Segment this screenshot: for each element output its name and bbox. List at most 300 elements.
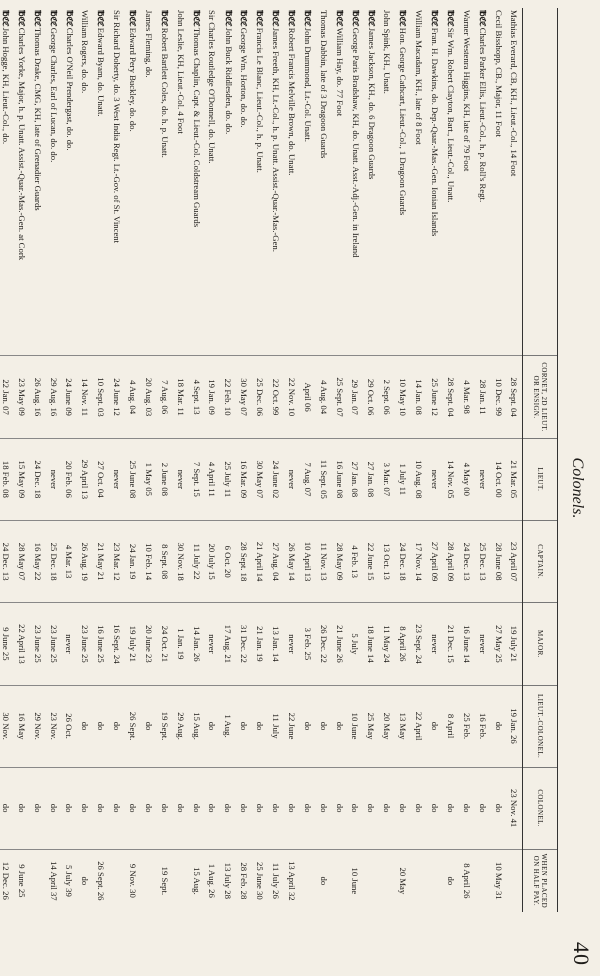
officer-name: John Leslie, KH, Lieut.-Col. 4 Foot xyxy=(175,10,186,134)
table-row xyxy=(93,8,109,912)
lieut-date: 7 Aug. 07 xyxy=(300,438,316,520)
header-lieut-colonel: LIEUT.-COLONEL. xyxy=(523,685,558,767)
cornet-date: 28 Sept. 04 xyxy=(506,356,522,438)
lieut-date: 16 Mar. 09 xyxy=(236,438,252,520)
table-row xyxy=(300,8,316,912)
cornet-date: 24 June 09 xyxy=(61,356,77,438)
lieut-date: 25 June 08 xyxy=(125,438,141,520)
half-pay-date xyxy=(141,849,157,912)
cornet-date: April 06 xyxy=(300,356,316,438)
table-row xyxy=(474,8,490,912)
captain-date: 21 May 21 xyxy=(93,520,109,602)
table-row xyxy=(443,8,459,912)
major-date: 14 Jan. 26 xyxy=(188,603,204,685)
captain-date: 24 Dec. 13 xyxy=(458,520,474,602)
colonel-date: do xyxy=(284,767,300,849)
colonel-date: do xyxy=(93,767,109,849)
colonel-date: do xyxy=(347,767,363,849)
lieut-colonel-date: do xyxy=(93,685,109,767)
major-date: 31 Dec. 22 xyxy=(236,603,252,685)
table-row xyxy=(490,8,506,912)
half-pay-date xyxy=(29,849,45,912)
war-service-mark: ℔ ℭℭ xyxy=(477,10,487,26)
header-name xyxy=(523,8,558,356)
major-date: 21 Jan. 19 xyxy=(252,603,268,685)
cornet-date: 22 Feb. 10 xyxy=(220,356,236,438)
officer-name-cell xyxy=(458,8,474,356)
war-service-mark: ℔ ℭℭ xyxy=(430,10,440,26)
lieut-date: 15 May 09 xyxy=(14,438,30,520)
captain-date: 27 April 09 xyxy=(427,520,443,602)
officer-name-cell xyxy=(45,8,61,356)
officer-name: Cecil Bisshopp, CB., Major, 11 Foot xyxy=(493,10,504,137)
lieut-date: 4 May 00 xyxy=(458,438,474,520)
captain-date: 28 June 08 xyxy=(490,520,506,602)
officer-name-cell xyxy=(157,8,173,356)
lieut-colonel-date: 16 May xyxy=(14,685,30,767)
major-date: never xyxy=(204,603,220,685)
officer-name: John Hogge, KH, Lieut.-Col., do. xyxy=(1,27,12,145)
lieut-colonel-date: 19 Sept. xyxy=(157,685,173,767)
officer-name-cell xyxy=(125,8,141,356)
cornet-date: 29 Oct. 06 xyxy=(363,356,379,438)
cornet-date: 7 Aug. 06 xyxy=(157,356,173,438)
officer-name-cell xyxy=(109,8,125,356)
cornet-date: 24 June 12 xyxy=(109,356,125,438)
colonel-date: do xyxy=(443,767,459,849)
war-service-mark: ℔ ℭℭ xyxy=(48,10,58,26)
lieut-date: never xyxy=(427,438,443,520)
cornet-date: 20 Aug. 03 xyxy=(141,356,157,438)
captain-date: 23 April 07 xyxy=(506,520,522,602)
war-service-mark: ℔ ℭℭ xyxy=(255,10,265,26)
lieut-colonel-date: do xyxy=(490,685,506,767)
cornet-date: 10 May 10 xyxy=(395,356,411,438)
cornet-date: 26 Aug. 16 xyxy=(29,356,45,438)
captain-date: 17 Nov. 14 xyxy=(411,520,427,602)
officer-name: Charles O'Neil Prendergast, do. do. xyxy=(64,27,75,151)
lieut-colonel-date: do xyxy=(204,685,220,767)
captain-date: 10 Feb. 14 xyxy=(141,520,157,602)
lieut-date: never xyxy=(172,438,188,520)
colonel-date: do xyxy=(236,767,252,849)
lieut-colonel-date: do xyxy=(236,685,252,767)
war-service-mark: ℔ ℭℭ xyxy=(32,10,42,26)
war-service-mark: ℔ ℭℭ xyxy=(223,10,233,26)
officer-name: Edward Pery Buckley, do. do. xyxy=(128,27,139,132)
lieut-colonel-date: 11 July xyxy=(268,685,284,767)
header-major: MAJOR. xyxy=(523,603,558,685)
table-row xyxy=(252,8,268,912)
lieut-colonel-date: 1 Aug. xyxy=(220,685,236,767)
officer-name-cell xyxy=(141,8,157,356)
cornet-date: 29 Aug. 16 xyxy=(45,356,61,438)
officer-name-cell xyxy=(77,8,93,356)
lieut-date: 27 Jan. 08 xyxy=(363,438,379,520)
cornet-date: 30 May 07 xyxy=(236,356,252,438)
lieut-date: 20 Feb. 06 xyxy=(61,438,77,520)
major-date: 18 June 14 xyxy=(363,603,379,685)
lieut-date: 18 Feb. 08 xyxy=(0,438,14,520)
captain-date: 8 Sept. 08 xyxy=(157,520,173,602)
major-date: 23 June 25 xyxy=(29,603,45,685)
lieut-colonel-date: 16 Feb. xyxy=(474,685,490,767)
officer-name: Sir Richard Doherty, do. 3 West India Regt. Lt.-Gov. of St. Vincent xyxy=(112,10,123,244)
major-date: 16 Sept. 24 xyxy=(109,603,125,685)
table-row xyxy=(141,8,157,912)
cornet-date: 10 Dec. 99 xyxy=(490,356,506,438)
half-pay-date: 13 April 32 xyxy=(284,849,300,912)
major-date: 24 Oct. 21 xyxy=(157,603,173,685)
table-row xyxy=(395,8,411,912)
half-pay-date: 14 April 37 xyxy=(45,849,61,912)
captain-date: 30 Nov. 18 xyxy=(172,520,188,602)
table-row xyxy=(506,8,522,912)
page-number: 40 xyxy=(569,942,594,966)
half-pay-date xyxy=(379,849,395,912)
lieut-colonel-date: 29 Nov. xyxy=(29,685,45,767)
captain-date: 28 Sept. 18 xyxy=(236,520,252,602)
officer-name: Thomas Dabbin, late of 3 Dragoon Guards xyxy=(318,10,329,159)
cornet-date: 14 Jan. 08 xyxy=(411,356,427,438)
colonel-date: do xyxy=(109,767,125,849)
lieut-date: 10 Aug. 08 xyxy=(411,438,427,520)
colonel-date: do xyxy=(157,767,173,849)
colonel-date: do xyxy=(363,767,379,849)
officer-name-cell xyxy=(427,8,443,356)
lieut-colonel-date: 15 Aug. xyxy=(188,685,204,767)
major-date: never xyxy=(284,603,300,685)
header-lieut: LIEUT. xyxy=(523,438,558,520)
war-service-mark: ℔ ℭℭ xyxy=(1,10,11,26)
colonel-date: do xyxy=(220,767,236,849)
officer-name-cell xyxy=(236,8,252,356)
officer-name: Robert Bartlett Coles, do. h. p. Unatt. xyxy=(159,27,170,158)
table-row xyxy=(268,8,284,912)
cornet-date: 22 Nov. 10 xyxy=(284,356,300,438)
colonel-date: do xyxy=(252,767,268,849)
colonel-date: do xyxy=(331,767,347,849)
officer-name: Robert Francis Melville Brown, do. Unatt. xyxy=(287,27,298,176)
lieut-colonel-date: 8 April xyxy=(443,685,459,767)
officer-name: Charles Parker Ellis, Lieut.-Col., h. p. Roll's Regt. xyxy=(477,27,488,203)
war-service-mark: ℔ ℭℭ xyxy=(366,10,376,26)
officer-name-cell xyxy=(0,8,14,356)
table-row xyxy=(236,8,252,912)
cornet-date: 2 Sept. 06 xyxy=(379,356,395,438)
captain-date: 27 Aug. 04 xyxy=(268,520,284,602)
half-pay-date: 10 June xyxy=(347,849,363,912)
lieut-colonel-date: 23 Nov. xyxy=(45,685,61,767)
lieut-colonel-date: do xyxy=(77,685,93,767)
officer-name-cell xyxy=(14,8,30,356)
half-pay-date: 5 July 39 xyxy=(61,849,77,912)
captain-date: 10 April 13 xyxy=(300,520,316,602)
colonel-date: do xyxy=(300,767,316,849)
war-service-mark: ℔ ℭℭ xyxy=(334,10,344,26)
half-pay-date: 9 Nov. 30 xyxy=(125,849,141,912)
captain-date: 11 Nov. 13 xyxy=(315,520,331,602)
lieut-date: 27 Jan. 08 xyxy=(347,438,363,520)
colonel-date: do xyxy=(490,767,506,849)
colonel-date: do xyxy=(29,767,45,849)
war-service-mark: ℔ ℭℭ xyxy=(64,10,74,26)
table-row xyxy=(14,8,30,912)
colonel-date: do xyxy=(14,767,30,849)
captain-date: 22 June 15 xyxy=(363,520,379,602)
colonel-date: do xyxy=(474,767,490,849)
major-date: 5 July xyxy=(347,603,363,685)
half-pay-date: 8 April 26 xyxy=(458,849,474,912)
colonel-date: do xyxy=(0,767,14,849)
captain-date: 26 Aug. 19 xyxy=(77,520,93,602)
captain-date: 28 May 09 xyxy=(331,520,347,602)
lieut-date: never xyxy=(45,438,61,520)
officer-name-cell xyxy=(363,8,379,356)
colonel-date: do xyxy=(61,767,77,849)
half-pay-date: 13 July 28 xyxy=(220,849,236,912)
table-row xyxy=(61,8,77,912)
lieut-colonel-date: do xyxy=(252,685,268,767)
officer-name: John Drummond, Lt.-Col. Unatt. xyxy=(302,27,313,142)
officer-name: Mathias Everard, CB, KH., Lieut.-Col., 14 Foot xyxy=(509,10,520,177)
cornet-date: 28 Jan. 11 xyxy=(474,356,490,438)
officer-name: Thomas Chaplin, Capt. & Lieut.-Col. Coldstream Guards xyxy=(191,27,202,228)
lieut-date: never xyxy=(474,438,490,520)
colonel-date: do xyxy=(204,767,220,849)
colonel-date: do xyxy=(427,767,443,849)
half-pay-date: 9 June 25 xyxy=(14,849,30,912)
lieut-date: 24 Dec. 18 xyxy=(29,438,45,520)
half-pay-date: 26 Sept. 26 xyxy=(93,849,109,912)
colonel-date: do xyxy=(172,767,188,849)
captain-date: 25 Dec. 13 xyxy=(474,520,490,602)
table-row xyxy=(45,8,61,912)
half-pay-date: 20 May xyxy=(395,849,411,912)
officer-name-cell xyxy=(443,8,459,356)
officer-name-cell xyxy=(506,8,522,356)
lieut-colonel-date: 25 Feb. xyxy=(458,685,474,767)
table-row xyxy=(315,8,331,912)
war-service-mark: ℔ ℭℭ xyxy=(128,10,138,26)
war-service-mark: ℔ ℭℭ xyxy=(446,10,455,26)
colonel-date: do xyxy=(268,767,284,849)
lieut-date: 2 June 08 xyxy=(157,438,173,520)
table-row xyxy=(157,8,173,912)
half-pay-date xyxy=(427,849,443,912)
half-pay-date: 1 Aug. 26 xyxy=(204,849,220,912)
captain-date: 25 Dec. 18 xyxy=(45,520,61,602)
cornet-date: 4 Aug. 04 xyxy=(125,356,141,438)
captain-date: 4 Mar. 13 xyxy=(61,520,77,602)
major-date: 23 June 25 xyxy=(45,603,61,685)
lieut-colonel-date: 10 June xyxy=(347,685,363,767)
war-service-mark: ℔ ℭℭ xyxy=(398,10,408,26)
colonel-date: do xyxy=(395,767,411,849)
lieut-colonel-date: 25 May xyxy=(363,685,379,767)
officer-name-cell xyxy=(474,8,490,356)
officer-name: Sir Wm. Robert Clayton, Bart., Lieut.-Col., Unatt. xyxy=(446,27,456,203)
table-row xyxy=(0,8,14,912)
header-half-pay: WHEN PLACED ON HALF PAY. xyxy=(523,849,558,912)
officer-name-cell xyxy=(204,8,220,356)
half-pay-date: 12 Dec. 26 xyxy=(0,849,14,912)
table-row xyxy=(284,8,300,912)
table-row xyxy=(188,8,204,912)
major-date: 1 Jan. 19 xyxy=(172,603,188,685)
officer-name-cell xyxy=(172,8,188,356)
colonel-date: do xyxy=(45,767,61,849)
officer-name-cell xyxy=(29,8,45,356)
major-date: 16 June 14 xyxy=(458,603,474,685)
major-date: 21 June 26 xyxy=(331,603,347,685)
captain-date: 16 May 22 xyxy=(29,520,45,602)
half-pay-date: 25 June 30 xyxy=(252,849,268,912)
major-date: never xyxy=(61,603,77,685)
war-service-mark: ℔ ℭℭ xyxy=(287,10,297,26)
major-date: 27 May 25 xyxy=(490,603,506,685)
page-title: Colonels. xyxy=(569,457,586,519)
table-header xyxy=(523,8,558,912)
captain-date: 28 May 07 xyxy=(14,520,30,602)
officer-name-cell xyxy=(252,8,268,356)
colonel-date: do xyxy=(77,767,93,849)
cornet-date: 22 Oct. 99 xyxy=(268,356,284,438)
half-pay-date xyxy=(474,849,490,912)
colonel-date: do xyxy=(379,767,395,849)
officer-name: William Hay, do. 77 Foot xyxy=(334,27,345,117)
lieut-date: 21 Mar. 05 xyxy=(506,438,522,520)
table-body xyxy=(0,8,523,912)
officer-name: Fran. H. Dawkins, do. Dep.-Quar.-Mas.-Gen. Ionian Islands xyxy=(430,27,441,237)
lieut-colonel-date: 13 May xyxy=(395,685,411,767)
major-date: 23 Sept. 24 xyxy=(411,603,427,685)
half-pay-date xyxy=(331,849,347,912)
colonel-date: do xyxy=(125,767,141,849)
officer-name: James Fleming, do. xyxy=(143,10,154,78)
lieut-colonel-date: 26 Sept. xyxy=(125,685,141,767)
major-date: 19 July 21 xyxy=(125,603,141,685)
officer-name: Charles Yorke, Major, h. p. Unatt. Assist.-Quar.-Mas.-Gen. at Cork xyxy=(16,27,27,261)
half-pay-date: 10 May 31 xyxy=(490,849,506,912)
major-date: 3 Feb. 25 xyxy=(300,603,316,685)
war-service-mark: ℔ ℭℭ xyxy=(16,10,26,26)
captain-date: 20 July 15 xyxy=(204,520,220,602)
cornet-date: 25 Sept. 07 xyxy=(331,356,347,438)
half-pay-date xyxy=(411,849,427,912)
officer-name: George Charles, Earl of Lucan, do. do. xyxy=(48,27,59,163)
cornet-date: 22 Jan. 07 xyxy=(0,356,14,438)
officer-name: Francis Le Blanc, Lieut.-Col., h. p. Unatt. xyxy=(255,27,266,173)
table-row xyxy=(458,8,474,912)
lieut-colonel-date: do xyxy=(427,685,443,767)
colonel-date: 23 Nov. 41 xyxy=(506,767,522,849)
officer-name-cell xyxy=(315,8,331,356)
war-service-mark: ℔ ℭℭ xyxy=(350,10,360,26)
officer-name: Warner Westenra Higgins, KH, late of 79 Foot xyxy=(461,10,472,172)
lieut-colonel-date: 30 Nov. xyxy=(0,685,14,767)
lieut-date: 24 June 02 xyxy=(268,438,284,520)
officer-name-cell xyxy=(300,8,316,356)
captain-date: 6 Oct. 20 xyxy=(220,520,236,602)
major-date: 16 June 25 xyxy=(93,603,109,685)
officer-name-cell xyxy=(395,8,411,356)
captain-date: 11 July 22 xyxy=(188,520,204,602)
half-pay-date: 19 Sept. xyxy=(157,849,173,912)
table-row xyxy=(379,8,395,912)
officer-name: Hon. George Cathcart, Lieut.-Col., 1 Dragoon Guards xyxy=(398,27,409,216)
table-row xyxy=(77,8,93,912)
lieut-colonel-date: 26 Oct. xyxy=(61,685,77,767)
cornet-date: 4 Sept. 13 xyxy=(188,356,204,438)
header-captain: CAPTAIN. xyxy=(523,520,558,602)
officer-name-cell xyxy=(490,8,506,356)
war-service-mark: ℔ ℭℭ xyxy=(302,10,312,26)
lieut-date: 11 Sept. 05 xyxy=(315,438,331,520)
officer-name-cell xyxy=(331,8,347,356)
major-date: 17 Aug. 21 xyxy=(220,603,236,685)
half-pay-date xyxy=(172,849,188,912)
cornet-date: 28 Sept. 04 xyxy=(443,356,459,438)
lieut-date: 1 July 11 xyxy=(395,438,411,520)
war-service-mark: ℔ ℭℭ xyxy=(96,10,106,26)
table-row xyxy=(109,8,125,912)
lieut-colonel-date: 20 May xyxy=(379,685,395,767)
colonel-date: do xyxy=(315,767,331,849)
lieut-date: never xyxy=(109,438,125,520)
captain-date: 24 Dec. 18 xyxy=(395,520,411,602)
header-cornet: CORNET, 2D LIEUT. OR ENSIGN. xyxy=(523,356,558,438)
lieut-date: 14 Oct. 00 xyxy=(490,438,506,520)
table-row xyxy=(363,8,379,912)
lieut-colonel-date: 29 Aug. xyxy=(172,685,188,767)
half-pay-date: do xyxy=(443,849,459,912)
officer-name-cell xyxy=(93,8,109,356)
table-row xyxy=(204,8,220,912)
cornet-date: 19 Jan. 09 xyxy=(204,356,220,438)
lieut-colonel-date: 22 April xyxy=(411,685,427,767)
officer-name-cell xyxy=(61,8,77,356)
major-date: 23 June 25 xyxy=(77,603,93,685)
cornet-date: 25 Dec. 06 xyxy=(252,356,268,438)
officer-name: William Macadam, KH., late of 8 Foot xyxy=(414,10,425,145)
lieut-date: 7 Sept. 15 xyxy=(188,438,204,520)
war-service-mark: ℔ ℭℭ xyxy=(239,10,249,26)
officer-name-cell xyxy=(268,8,284,356)
captain-date: 13 Oct. 13 xyxy=(379,520,395,602)
table-row xyxy=(347,8,363,912)
captain-date: 26 May 14 xyxy=(284,520,300,602)
lieut-colonel-date: do xyxy=(315,685,331,767)
lieut-date: 4 April 11 xyxy=(204,438,220,520)
cornet-date: 29 Jan. 07 xyxy=(347,356,363,438)
officer-name: John Buck Riddlesden, do. do. xyxy=(223,27,234,135)
officer-name: James Freeth, KH, Lt.-Col., h. p. Unatt. Assist.-Quar.-Mas.-Gen. xyxy=(271,27,282,252)
officer-name: Sir Charles Routledge O'Donnell, do. Unatt. xyxy=(207,10,218,164)
officer-name-cell xyxy=(379,8,395,356)
war-service-mark: ℔ ℭℭ xyxy=(159,10,169,26)
war-service-mark: ℔ ℭℭ xyxy=(271,10,281,26)
table-row xyxy=(411,8,427,912)
major-date: 20 June 23 xyxy=(141,603,157,685)
officer-name-cell xyxy=(188,8,204,356)
major-date: never xyxy=(474,603,490,685)
major-date: never xyxy=(427,603,443,685)
cornet-date: 4 Aug. 04 xyxy=(315,356,331,438)
officer-name: Thomas Drake, CMG, KH, late of Grenadier Guards xyxy=(32,27,43,211)
half-pay-date: 11 July 26 xyxy=(268,849,284,912)
major-date: 13 Jan. 14 xyxy=(268,603,284,685)
